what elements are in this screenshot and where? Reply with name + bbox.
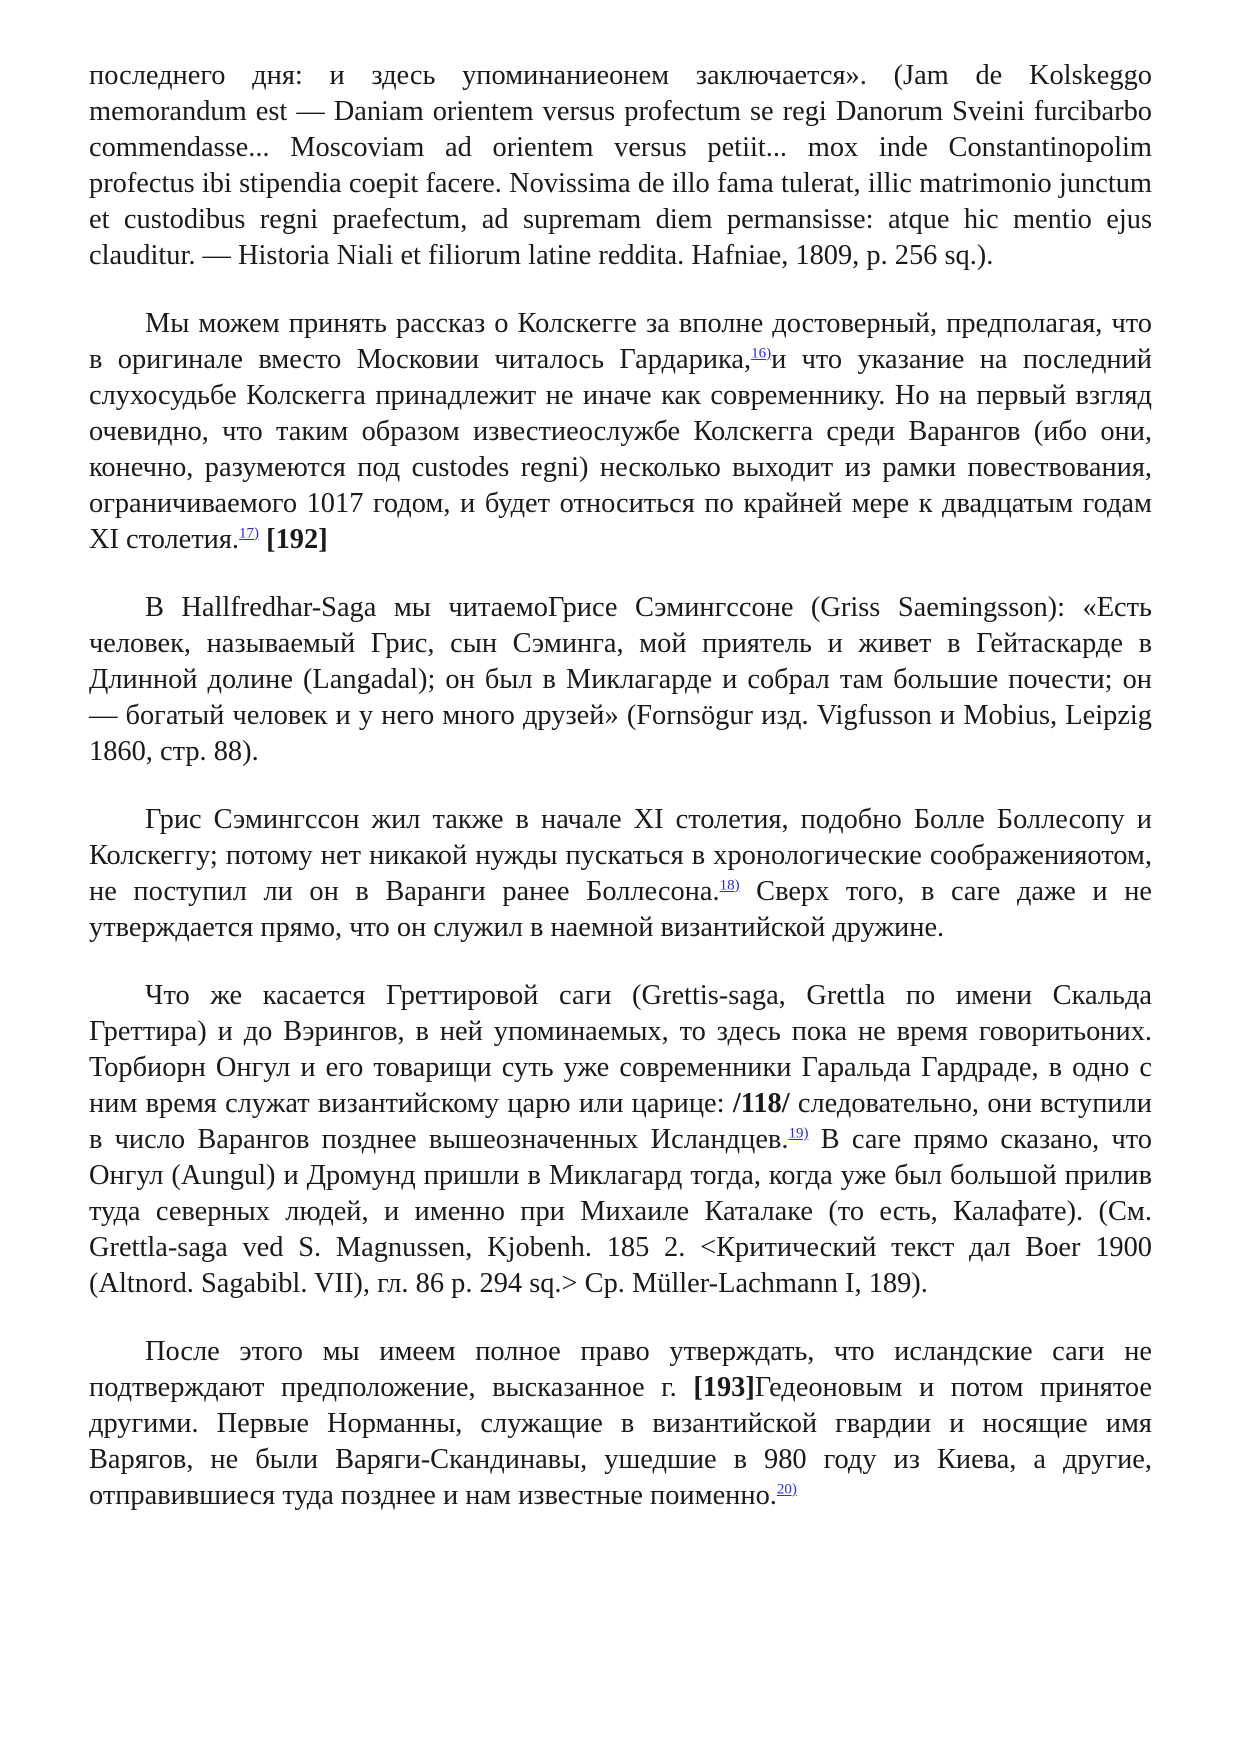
page-number-marker: [192] xyxy=(266,524,328,555)
footnote-link[interactable]: 20) xyxy=(776,1481,797,1498)
paragraph-text: В саге прямо сказано, что Онгул (Aungul) и Дромунд пришли в Миклагард тогда, когда уже был большой прилив туда северных людей, и именно при Михаиле Каталаке (то есть, Калафате). (См. Grettla-saga ved S. Magnussen, Kjobenh. 185 2. <Критический текст дал Boer 1900 (Altnord. Sagabibl. VII), гл. 86 p. 294 sq.> Ср. Müller-Lachmann I, 189). xyxy=(89,1124,1153,1299)
paragraph-text: Гедеоновым и потом принятое другими. Первые Норманны, служащие в византийской гвардии и носящие имя Варягов, не были Варяги-Скандинавы, ушедшие в 980 году из Киева, а другие, отправившиеся туда позднее и нам известные поименно. xyxy=(89,1372,1153,1511)
footnote-link[interactable]: 19) xyxy=(788,1125,809,1142)
paragraph-text: и что указание на последний слухосудьбе Колскегга принадлежит не иначе как современнику. Но на первый взгляд очевидно, что таким образом известиеослужбе Колскегга среди Варангов (ибо они, конечно, разумеются под custodes regni) несколько выходит из рамки повествования, ограничиваемого 1017 годом, и будет относиться по крайней мере к двадцатым годам XI столетия. xyxy=(89,344,1152,555)
paragraph xyxy=(89,802,1152,946)
page-number-marker: [193] xyxy=(693,1372,755,1403)
paragraph xyxy=(89,58,1152,274)
paragraph xyxy=(89,590,1152,770)
paragraph-text: После этого мы имеем полное право утверждать, что исландские саги не подтверждают предположение, высказанное г. xyxy=(89,1336,1152,1403)
paragraph-text: В Hallfredhar-Saga мы читаемоГрисе Сэмингссоне (Griss Saemingsson): «Есть человек, называемый Грис, сын Сэминга, мой приятель и живет в Гейтаскарде в Длинной долине (Langadal); он был в Миклагарде и собрал там большие почести; он — богатый человек и у него много друзей» (Fornsögur изд. Vigfusson и Mobius, Leipzig 1860, стр. 88). xyxy=(89,592,1152,767)
paragraph-text: Мы можем принять рассказ о Колскегге за вполне достоверный, предполагая, что в оригинале вместо Московии читалось Гардарика, xyxy=(89,308,1152,375)
paragraph-text: Грис Сэмингссон жил также в начале XI столетия, подобно Болле Боллесопу и Колскеггу; потому нет никакой нужды пускаться в хронологические соображенияотом, не поступил ли он в Варанги ранее Боллесона. xyxy=(89,804,1152,907)
paragraph-text: Что же касается Греттировой саги (Grettis-saga, Grettla по имени Скальда Греттира) и до Вэрингов, в ней упоминаемых, то здесь пока не время говоритьоних. Торбиорн Онгул и его товарищи суть уже современники Гаральда Гардраде, в одно с ним время служат византийскому царю или царице: xyxy=(89,980,1152,1119)
footnote-link[interactable]: 16) xyxy=(751,345,772,362)
paragraph-text: следовательно, они вступили в число Варангов позднее вышеозначенных Исландцев. xyxy=(89,1088,1152,1155)
page-number-marker: /118/ xyxy=(732,1088,790,1119)
paragraph xyxy=(89,1334,1152,1514)
paragraph-text: последнего дня: и здесь упоминаниеонем заключается». (Jam de Kolskeggo memorandum est — Daniam orientem versus profectum se regi Danorum Sveini furcibarbo commendasse... Moscoviam ad orientem versus petiit... mox inde Constantinopolim profectus ibi stipendia coepit facere. Novissima de illo fama tulerat, illic matrimonio junctum et custodibus regni praefectum, ad supremam diem permansisse: atque hic mentio ejus clauditur. — Historia Niali et filiorum latine reddita. Hafniae, 1809, p. 256 sq.). xyxy=(89,60,1152,271)
document-page xyxy=(89,58,1152,1546)
paragraph xyxy=(89,306,1152,558)
footnote-link[interactable]: 17) xyxy=(239,525,260,542)
paragraph-text: Сверх того, в саге даже и не утверждается прямо, что он служил в наемной византийской дружине. xyxy=(89,876,1152,943)
footnote-link[interactable]: 18) xyxy=(719,877,740,894)
paragraph xyxy=(89,978,1152,1302)
